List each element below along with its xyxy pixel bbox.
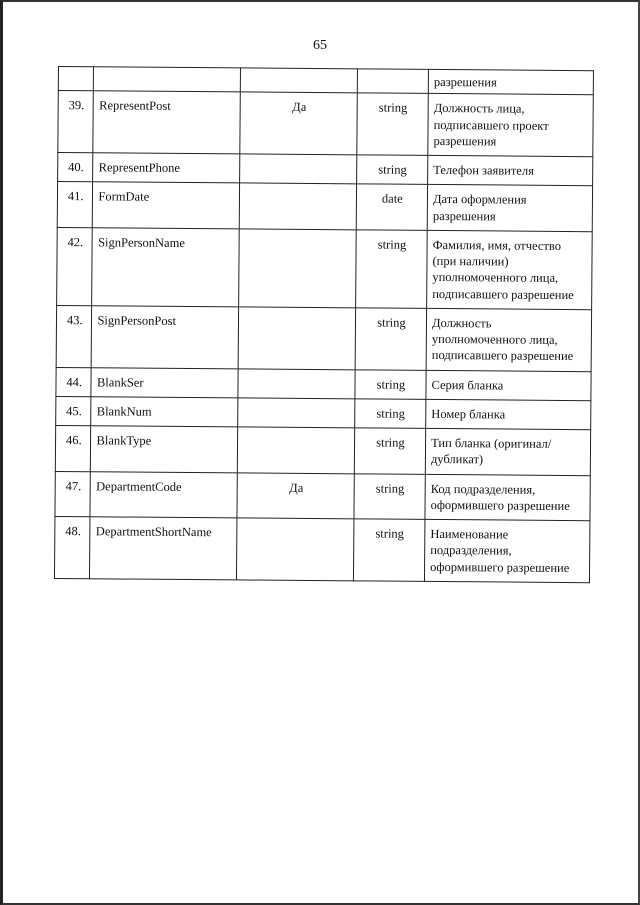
field-name-cell: FormDate bbox=[93, 182, 240, 229]
table-row bbox=[55, 471, 590, 521]
type-cell: string bbox=[355, 230, 427, 309]
required-cell bbox=[238, 427, 355, 473]
description-cell: Дата оформления разрешения bbox=[427, 185, 592, 232]
description-cell: разрешения bbox=[428, 69, 593, 95]
required-cell bbox=[240, 154, 357, 184]
fields-table bbox=[54, 66, 594, 583]
row-number-cell: 44. bbox=[56, 367, 92, 397]
field-name-cell: BlankType bbox=[91, 426, 238, 473]
description-cell: Номер бланка bbox=[426, 399, 591, 430]
field-name-cell: BlankSer bbox=[91, 367, 238, 397]
table-row bbox=[54, 516, 589, 582]
type-cell: string bbox=[354, 473, 426, 519]
page-number: 65 bbox=[313, 38, 327, 53]
description-cell: Фамилия, имя, отчество (при наличии) уполномоченного лица, подписавшего разрешение bbox=[427, 230, 593, 309]
row-number-cell: 47. bbox=[55, 471, 91, 517]
required-cell bbox=[241, 68, 357, 93]
required-cell bbox=[238, 398, 355, 428]
field-name-cell: DepartmentCode bbox=[90, 471, 237, 518]
description-cell: Должность лица, подписавшего проект разрешения bbox=[428, 94, 593, 157]
table-row bbox=[56, 305, 591, 371]
type-cell: string bbox=[355, 308, 427, 370]
row-number-cell: 45. bbox=[56, 396, 92, 426]
field-name-cell: RepresentPost bbox=[93, 91, 240, 154]
field-name-cell bbox=[94, 67, 241, 92]
type-cell: string bbox=[353, 519, 425, 581]
table-row bbox=[58, 91, 593, 157]
description-cell: Должность уполномоченного лица, подписавшего разрешение bbox=[426, 308, 591, 371]
row-number-cell: 43. bbox=[56, 305, 92, 367]
type-cell: string bbox=[356, 155, 428, 185]
field-name-cell: RepresentPhone bbox=[93, 153, 240, 183]
table-row bbox=[55, 425, 590, 475]
required-cell bbox=[238, 368, 355, 398]
table-row bbox=[57, 227, 593, 309]
field-name-cell: DepartmentShortName bbox=[90, 517, 237, 580]
field-name-cell: BlankNum bbox=[91, 397, 238, 427]
type-cell: date bbox=[356, 184, 428, 230]
field-name-cell: SignPersonPost bbox=[92, 306, 239, 369]
row-number-cell: 42. bbox=[57, 227, 93, 305]
row-number-cell: 39. bbox=[58, 91, 94, 153]
row-number-cell: 48. bbox=[54, 516, 90, 578]
table-row bbox=[56, 367, 591, 400]
row-number-cell: 40. bbox=[58, 153, 94, 183]
row-number-cell: 46. bbox=[55, 425, 91, 471]
type-cell: string bbox=[354, 399, 426, 429]
type-cell: string bbox=[354, 428, 426, 474]
description-cell: Код подразделения, оформившего разрешение bbox=[425, 474, 590, 521]
table-row bbox=[56, 396, 591, 429]
type-cell: string bbox=[357, 93, 429, 155]
required-cell bbox=[237, 518, 354, 581]
type-cell bbox=[357, 69, 429, 94]
required-cell bbox=[239, 307, 356, 370]
required-cell bbox=[239, 229, 356, 308]
description-cell: Тип бланка (оригинал/дубликат) bbox=[425, 428, 590, 475]
row-number-cell bbox=[58, 67, 94, 92]
table-row bbox=[58, 153, 593, 186]
table-row bbox=[57, 182, 592, 232]
type-cell: string bbox=[355, 369, 427, 399]
required-cell: Да bbox=[240, 92, 357, 155]
row-number-cell: 41. bbox=[57, 182, 93, 228]
required-cell bbox=[240, 183, 357, 229]
description-cell: Наименование подразделения, оформившего разрешение bbox=[425, 519, 590, 582]
required-cell: Да bbox=[237, 472, 354, 518]
description-cell: Серия бланка bbox=[426, 370, 591, 401]
field-name-cell: SignPersonName bbox=[92, 228, 240, 307]
description-cell: Телефон заявителя bbox=[428, 155, 593, 186]
